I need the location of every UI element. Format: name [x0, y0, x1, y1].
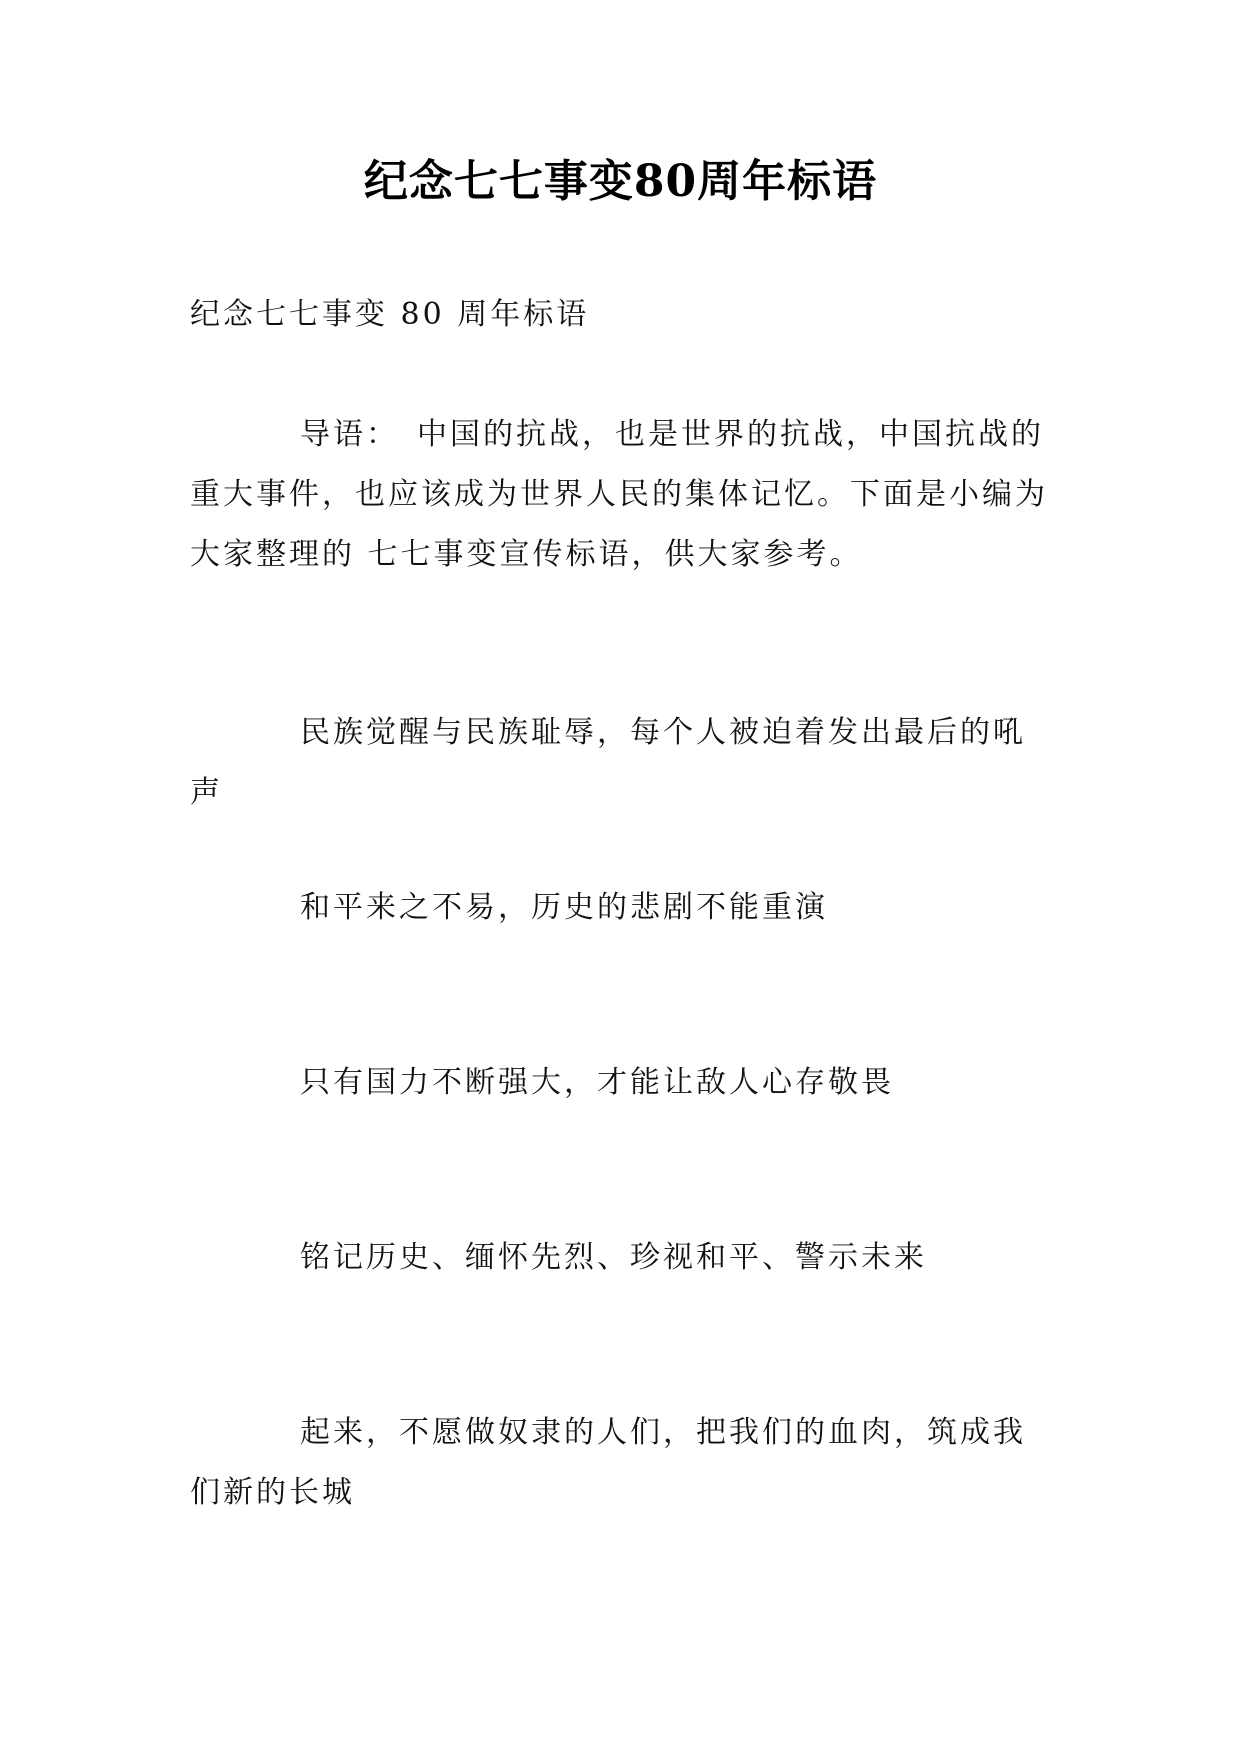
intro-paragraph: 导语： 中国的抗战，也是世界的抗战，中国抗战的重大事件，也应该成为世界人民的集体记忆。下面是小编为大家整理的 七七事变宣传标语，供大家参考。 [190, 417, 1048, 572]
slogan-item-5: 起来，不愿做奴隶的人们，把我们的血肉，筑成我们新的长城 [190, 1415, 1026, 1510]
slogan-item-3: 只有国力不断强大，才能让敌人心存敬畏 [300, 1065, 894, 1100]
page-title: 纪念七七事变80周年标语 [363, 156, 878, 207]
slogan-item-4: 铭记历史、缅怀先烈、珍视和平、警示未来 [300, 1240, 927, 1275]
slogan-item-2: 和平来之不易，历史的悲剧不能重演 [300, 890, 828, 925]
subtitle-line: 纪念七七事变 80 周年标语 [190, 297, 590, 332]
slogan-item-1: 民族觉醒与民族耻辱，每个人被迫着发出最后的吼声 [190, 715, 1026, 810]
